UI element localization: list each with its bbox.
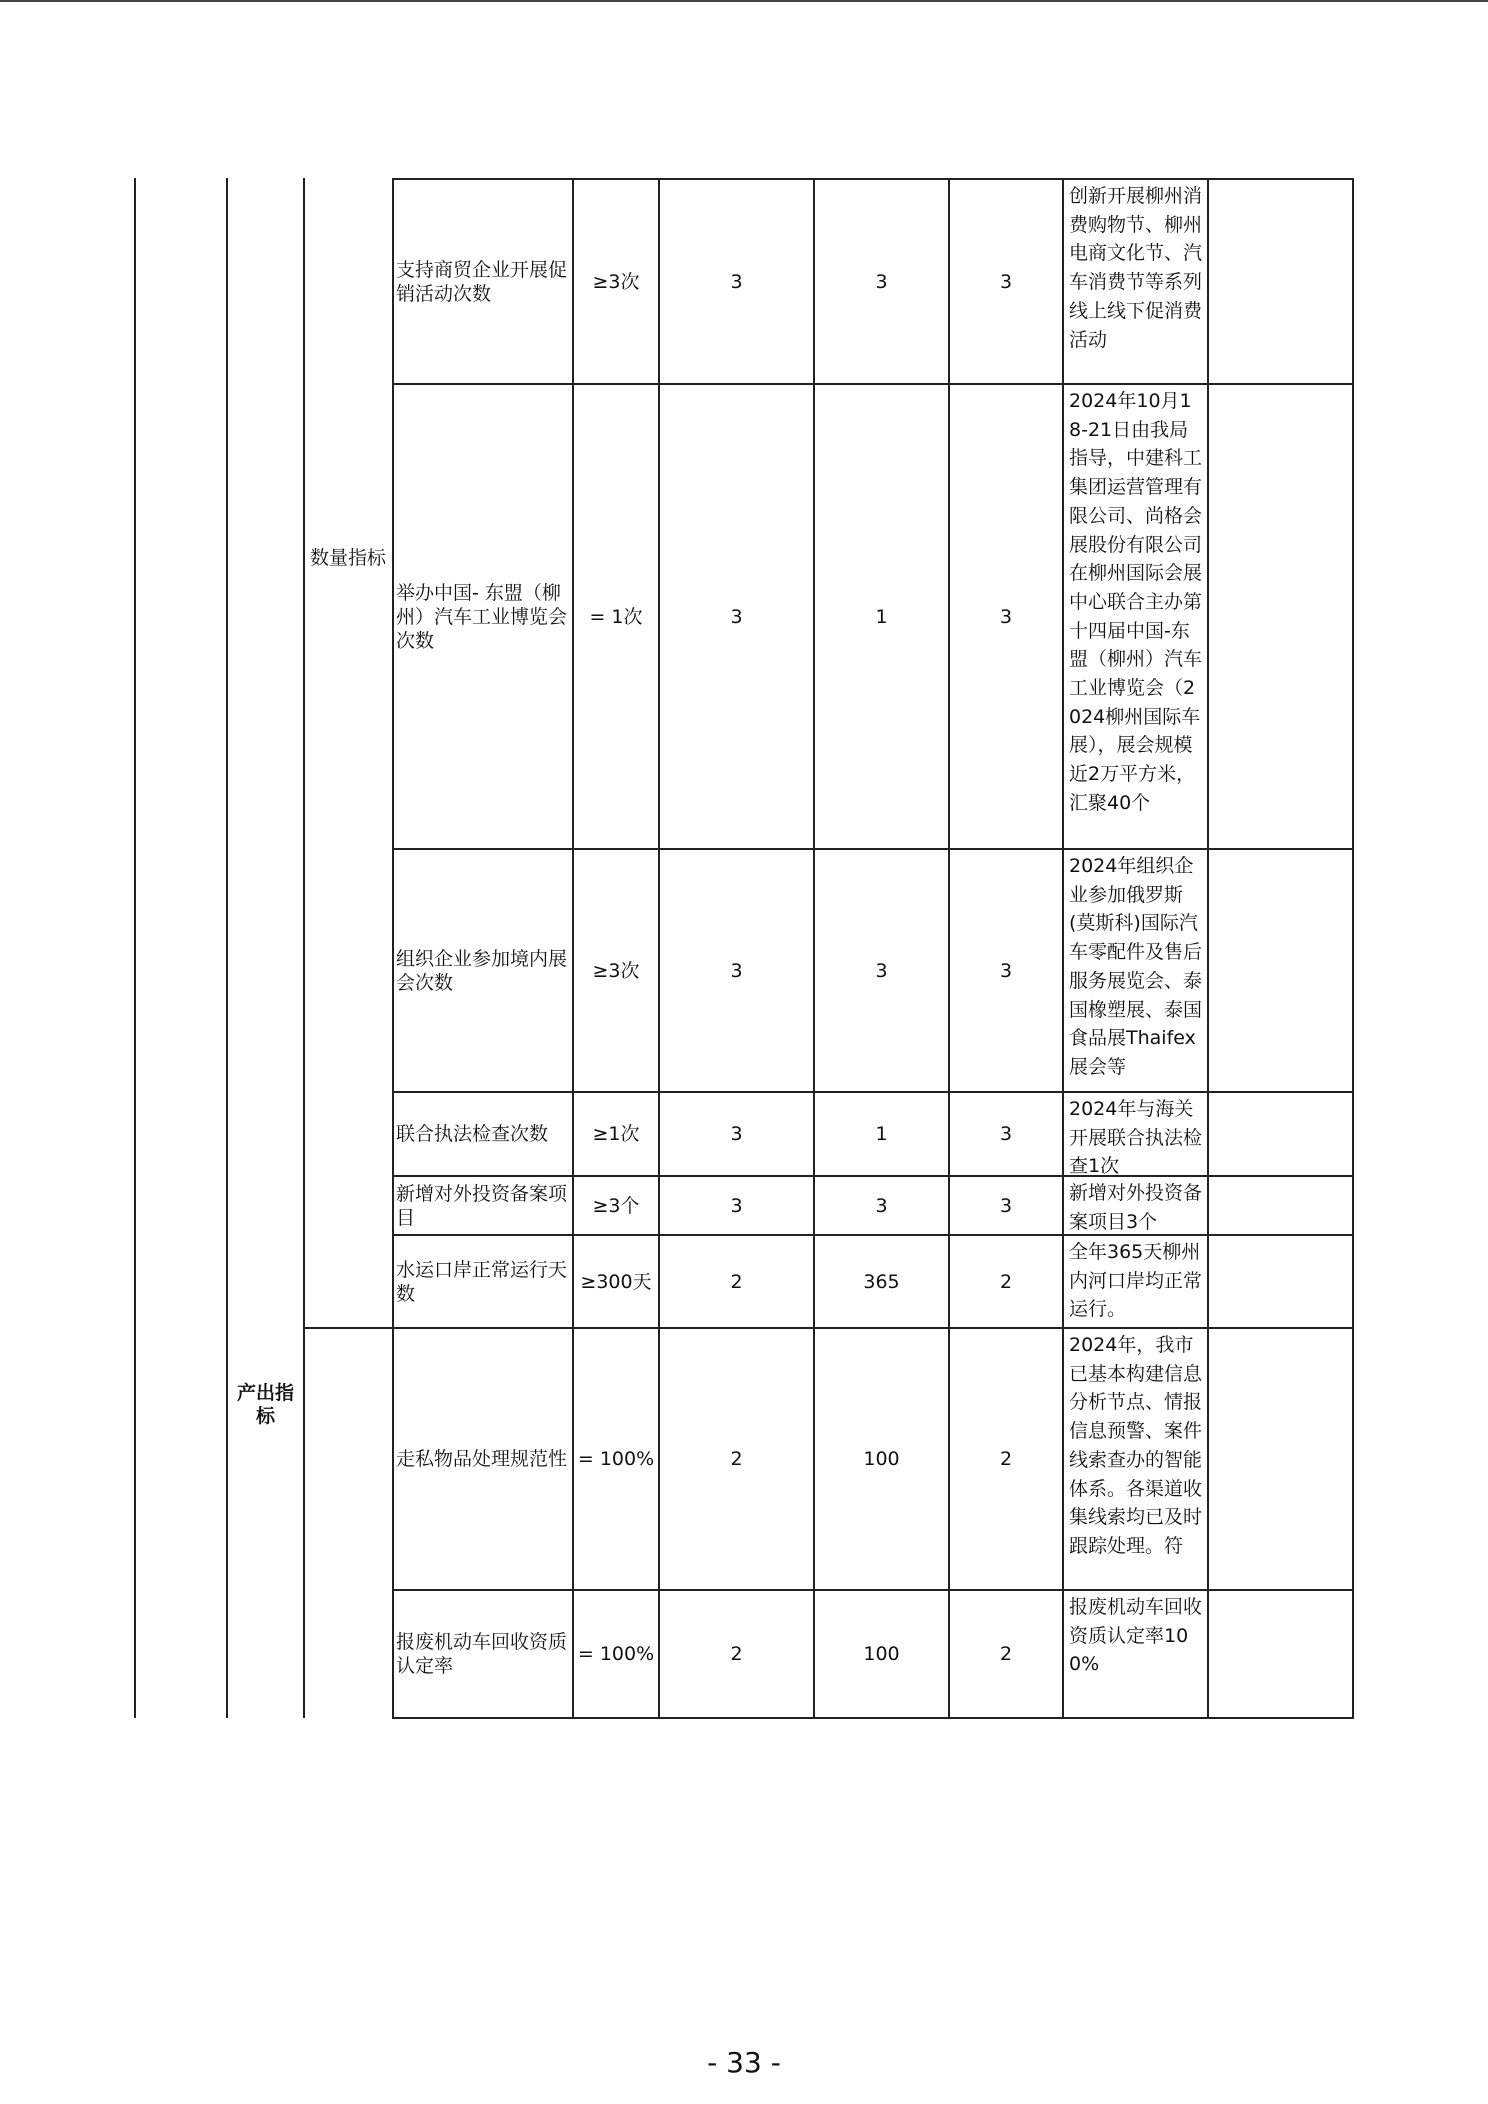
indicator-name: 联合执法检查次数 [396,1123,549,1145]
score-value: 3 [999,1194,1013,1217]
weight-value: 3 [730,1194,743,1217]
grid-row-line [392,1717,1354,1719]
deviation-note: 2024年10月18-21日由我局指导，中建科工集团运营管理有限公司、尚格会展股份有限公司在柳州国际会展中心联合主办第十四届中国-东盟（柳州）汽车工业博览会（2024柳州国际车展），展会规模近2万平方米，汇聚40个 [1069,390,1203,814]
subcategory-divider [303,1327,393,1329]
weight-value: 3 [730,1123,743,1145]
score-value: 3 [999,959,1013,982]
indicator-name: 新增对外投资备案项目 [396,1182,568,1229]
actual-value: 1 [875,1123,888,1145]
target-value: = 1次 [589,605,643,628]
weight-value: 2 [730,1270,743,1293]
target-value: = 100% [577,1643,655,1665]
deviation-note: 2024年，我市已基本构建信息分析节点、情报信息预警、案件线索查办的智能体系。各渠道收集线索均已及时跟踪处理。符 [1069,1334,1203,1557]
indicator-name: 报废机动车回收资质认定率 [396,1631,568,1677]
actual-value: 3 [875,959,888,982]
score-value: 3 [999,270,1013,293]
column-divider-2 [303,178,305,1718]
subcategory-quantity-label: 数量指标 [309,546,386,569]
grid-col-line [1207,178,1209,1719]
deviation-note: 2024年与海关开展联合执法检查1次 [1069,1098,1203,1175]
weight-value: 2 [730,1643,743,1665]
actual-value: 3 [875,270,888,293]
target-value: ≥1次 [592,1123,640,1145]
score-value: 3 [999,605,1013,628]
weight-value: 3 [730,605,743,628]
deviation-note: 全年365天柳州内河口岸均正常运行。 [1069,1241,1203,1321]
actual-value: 100 [863,1448,900,1470]
indicator-name: 支持商贸企业开展促销活动次数 [396,258,568,305]
actual-value: 1 [875,605,888,628]
indicator-name: 走私物品处理规范性 [396,1448,568,1470]
score-value: 2 [999,1643,1013,1665]
weight-value: 2 [730,1448,743,1470]
deviation-note: 创新开展柳州消费购物节、柳州电商文化节、汽车消费节等系列线上线下促消费活动 [1069,185,1203,351]
target-value: ≥3次 [592,959,640,982]
weight-value: 3 [730,270,743,293]
grid-col-line [392,178,394,1719]
grid-col-line [1352,178,1354,1719]
indicator-name: 举办中国- 东盟（柳州）汽车工业博览会次数 [396,581,568,652]
deviation-note: 新增对外投资备案项目3个 [1069,1182,1203,1233]
indicator-name: 水运口岸正常运行天数 [396,1258,568,1305]
deviation-note: 2024年组织企业参加俄罗斯(莫斯科)国际汽车零配件及售后服务展览会、泰国橡塑展、泰国食品展Thaifex展会等 [1069,855,1203,1078]
score-value: 2 [999,1448,1013,1470]
score-value: 3 [999,1123,1013,1145]
column-divider-1 [226,178,228,1718]
table-left-border [134,178,136,1718]
weight-value: 3 [730,959,743,982]
target-value: ≥300天 [580,1270,652,1293]
page-number: - 33 - [707,2046,781,2079]
score-value: 2 [999,1270,1013,1293]
target-value: ≥3次 [592,270,640,293]
actual-value: 100 [863,1643,900,1665]
actual-value: 3 [875,1194,888,1217]
target-value: = 100% [577,1448,655,1470]
target-value: ≥3个 [592,1194,640,1217]
indicator-name: 组织企业参加境内展会次数 [396,947,568,994]
page-top-border [0,0,1488,2]
deviation-note: 报废机动车回收资质认定率100% [1069,1596,1203,1676]
actual-value: 365 [863,1270,900,1293]
category-output-label: 产出指标 [236,1382,294,1427]
